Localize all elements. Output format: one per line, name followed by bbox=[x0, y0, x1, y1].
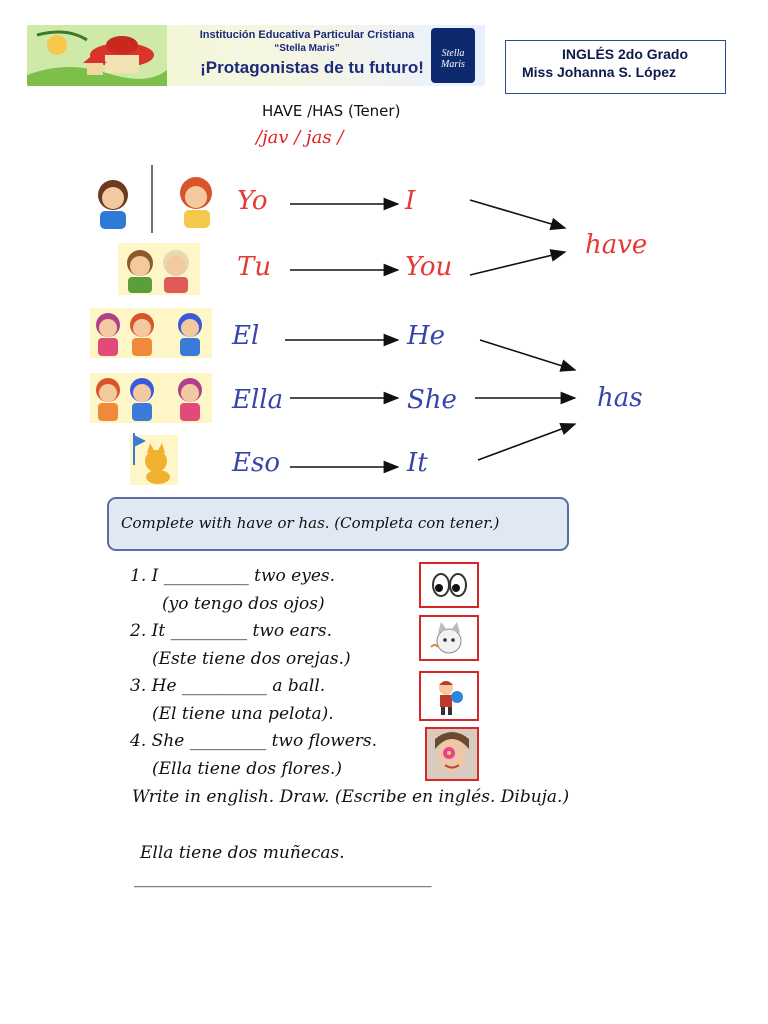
pronoun-arrows bbox=[280, 180, 650, 490]
word-el: El bbox=[232, 321, 260, 351]
exercise-number: 2. bbox=[130, 621, 147, 641]
word-tu: Tu bbox=[237, 252, 272, 282]
exercise-1 bbox=[130, 566, 335, 586]
exercise-sentence: It _________ two ears. bbox=[151, 621, 332, 641]
logo-text: Stella Maris bbox=[441, 48, 465, 70]
word-you: You bbox=[405, 252, 453, 282]
exercise-2-translation: (Este tiene dos orejas.) bbox=[152, 649, 351, 669]
exercise-number: 1. bbox=[130, 566, 147, 586]
pronoun-pictures bbox=[90, 165, 220, 495]
eyes-image bbox=[419, 562, 479, 608]
exercise-3-translation: (El tiene una pelota). bbox=[152, 704, 334, 724]
school-banner bbox=[27, 25, 485, 86]
exercise-4-translation: (Ella tiene dos flores.) bbox=[152, 759, 342, 779]
course-info-box bbox=[505, 40, 726, 94]
teacher-name: Miss Johanna S. López bbox=[522, 64, 677, 80]
girl-with-flower-icon bbox=[427, 729, 477, 779]
three-kids-he-icon bbox=[96, 313, 202, 356]
institution-subtitle: “Stella Maris” bbox=[274, 43, 340, 54]
word-eso: Eso bbox=[232, 448, 280, 478]
eyes-icon bbox=[421, 564, 477, 606]
word-i: I bbox=[405, 186, 416, 216]
answer-line[interactable]: ___________________________________ bbox=[134, 868, 432, 888]
boy-with-ball-icon bbox=[421, 673, 477, 719]
exercise-sentence: She _________ two flowers. bbox=[151, 731, 378, 751]
cat-face-icon bbox=[421, 617, 477, 659]
word-she: She bbox=[407, 385, 457, 415]
exercise-number: 4. bbox=[130, 731, 147, 751]
girl-icon bbox=[180, 177, 212, 228]
exercise-sentence: I __________ two eyes. bbox=[151, 566, 336, 586]
course-title: INGLÉS 2do Grado bbox=[562, 46, 689, 62]
word-yo: Yo bbox=[237, 186, 268, 216]
three-kids-she-icon bbox=[96, 378, 202, 421]
exercise-2 bbox=[130, 621, 332, 641]
instruction-box bbox=[107, 497, 569, 551]
exercise-sentence: He __________ a ball. bbox=[151, 676, 326, 696]
page-title: HAVE /HAS (Tener) bbox=[262, 102, 401, 120]
school-logo bbox=[431, 28, 475, 83]
boy-icon bbox=[98, 180, 128, 229]
word-it: It bbox=[407, 448, 428, 478]
boy-ball-image bbox=[419, 671, 479, 721]
exercise-4 bbox=[130, 731, 377, 751]
castle-illustration bbox=[27, 25, 167, 86]
exercise-number: 3. bbox=[130, 676, 147, 696]
word-ella: Ella bbox=[232, 385, 284, 415]
cat-ears-image bbox=[419, 615, 479, 661]
girl-flowers-image bbox=[425, 727, 479, 781]
word-he: He bbox=[407, 321, 446, 351]
school-motto: ¡Protagonistas de tu futuro! bbox=[200, 58, 424, 77]
exercise-3 bbox=[130, 676, 325, 696]
institution-name: Institución Educativa Particular Cristiana bbox=[199, 29, 415, 41]
write-instruction: Write in english. Draw. (Escribe en inglés. Dibuja.) bbox=[132, 787, 570, 807]
word-has: has bbox=[597, 383, 643, 413]
exercise-1-translation: (yo tengo dos ojos) bbox=[162, 594, 325, 614]
write-sentence: Ella tiene dos muñecas. bbox=[140, 843, 345, 863]
instruction-text: Complete with have or has. (Completa con tener.) bbox=[121, 514, 500, 532]
pronunciation: /jav / jas / bbox=[256, 127, 344, 148]
word-have: have bbox=[585, 230, 648, 260]
